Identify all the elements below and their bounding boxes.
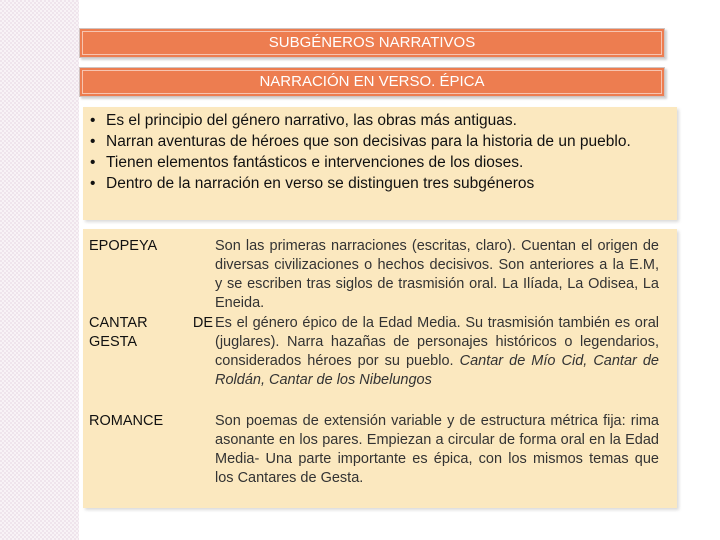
row-label-part: GESTA (89, 334, 138, 350)
bullet-item (89, 131, 663, 152)
subtitle-bar (79, 67, 665, 97)
bullet-list (89, 110, 663, 194)
subgenres-table (83, 229, 677, 508)
row-label-cantar-de-gesta (89, 314, 213, 352)
bullet-item (89, 110, 663, 131)
decorative-side-pattern (0, 0, 79, 540)
row-label-part: CANTAR (89, 315, 148, 331)
title-bar (79, 28, 665, 58)
bullet-text: Dentro de la narración en verso se distinguen tres subgéneros (106, 175, 535, 192)
bullet-text: Narran aventuras de héroes que son decisivas para la historia de un pueblo. (106, 133, 631, 150)
row-description-works: Cantar de Mío Cid, Cantar de Roldán, Cantar de los Nibelungos (215, 353, 660, 388)
bullet-text: Tienen elementos fantásticos e intervenciones de los dioses. (106, 154, 524, 171)
row-description-text: Es el género épico de la Edad Media. Su trasmisión también es oral (juglares). Narra hazañas de personajes históricos o legendarios, considerados héroes por su pueblo. (215, 315, 659, 369)
bullet-panel (83, 107, 677, 220)
row-description-romance: Son poemas de extensión variable y de estructura métrica fija: rima asonante en los pares. Empiezan a circular de forma oral en la Edad Media- Una parte importante es épica, con los mismos temas que los Cantares de Gesta. (215, 413, 659, 486)
bullet-dot-icon: • (90, 154, 96, 171)
page-subtitle: NARRACIÓN EN VERSO. ÉPICA (82, 70, 662, 94)
row-label-romance: ROMANCE (89, 413, 164, 429)
page-title: SUBGÉNEROS NARRATIVOS (82, 31, 662, 55)
bullet-dot-icon: • (90, 133, 96, 150)
bullet-dot-icon: • (90, 175, 96, 192)
row-label-line (89, 314, 213, 333)
bullet-text: Es el principio del género narrativo, las obras más antiguas. (106, 112, 517, 129)
bullet-item (89, 152, 663, 173)
bullet-dot-icon: • (90, 112, 96, 129)
bullet-item (89, 173, 663, 194)
row-description-cantar-de-gesta (215, 314, 659, 390)
row-description-epopeya: Son las primeras narraciones (escritas, claro). Cuentan el origen de diversas civilizaciones o hechos decisivos. Son anteriores a la E.M, y se escriben tras siglos de trasmisión oral. La Ilíada, La Odisea, La Eneida. (215, 238, 659, 311)
row-label-part: DE (192, 315, 213, 331)
row-label-epopeya: EPOPEYA (89, 238, 158, 254)
